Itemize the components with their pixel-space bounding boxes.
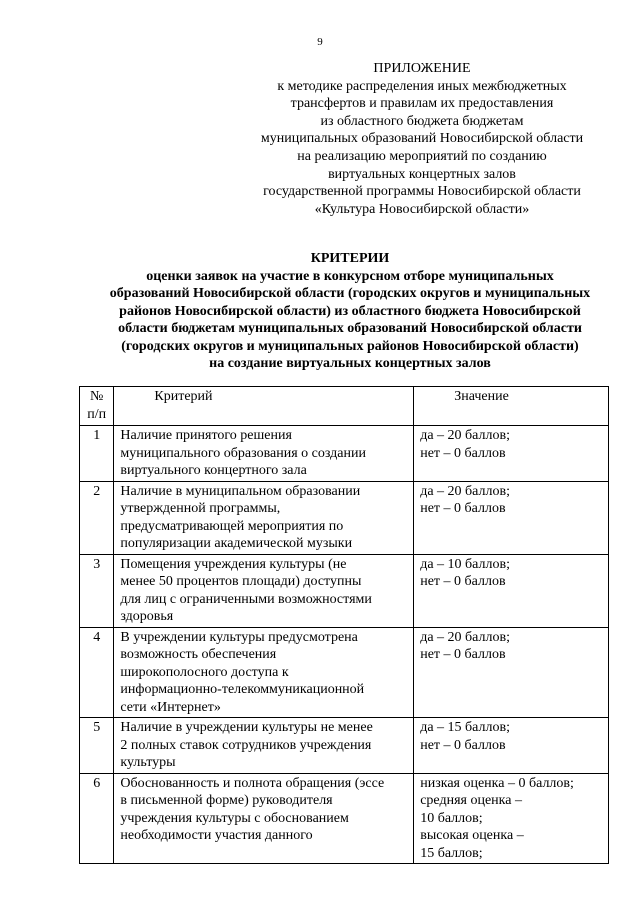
criterion-line: Наличие в учреждении культуры не менее — [120, 720, 373, 735]
row-value — [414, 426, 609, 482]
criterion-line: муниципального образования о создании — [120, 445, 366, 461]
appendix-title: ПРИЛОЖЕНИЕ — [373, 61, 471, 76]
value-line: да – 15 баллов; — [420, 720, 510, 735]
criteria-line: области бюджетам муниципальных образований Новосибирской области — [118, 321, 582, 336]
row-number: 4 — [80, 627, 114, 718]
row-number: 2 — [80, 481, 114, 554]
value-line: 10 баллов; — [420, 810, 483, 826]
criterion-line: сети «Интернет» — [120, 699, 221, 715]
table-row — [80, 481, 609, 554]
criterion-line: для лиц с ограниченными возможностями — [120, 591, 372, 607]
row-criterion — [114, 627, 414, 718]
criterion-line: виртуального концертного зала — [120, 463, 307, 478]
criterion-line: необходимости участия данного — [120, 828, 313, 843]
criterion-line: возможность обеспечения — [120, 647, 277, 662]
row-number: 3 — [80, 554, 114, 627]
page-number: 9 — [317, 36, 323, 48]
value-line: нет – 0 баллов — [420, 737, 506, 753]
criterion-line: популяризации академической музыки — [120, 536, 353, 551]
appendix-line: к методике распределения иных межбюджетных — [277, 78, 567, 94]
table-header-row — [80, 387, 609, 426]
criterion-line: Наличие принятого решения — [120, 428, 292, 443]
row-number: 6 — [80, 773, 114, 864]
row-criterion — [114, 554, 414, 627]
criterion-line: предусматривающей мероприятия по — [120, 518, 344, 534]
appendix-line: на реализацию мероприятий по созданию — [297, 148, 547, 164]
row-value — [414, 481, 609, 554]
row-value — [414, 554, 609, 627]
row-number: 5 — [80, 718, 114, 774]
criterion-line: Помещения учреждения культуры (не — [120, 556, 347, 572]
appendix-line: «Культура Новосибирской области» — [314, 201, 530, 217]
table-row — [80, 554, 609, 627]
criterion-line: В учреждении культуры предусмотрена — [120, 629, 358, 645]
row-criterion — [114, 718, 414, 774]
header-num-line: п/п — [87, 406, 107, 422]
value-line: нет – 0 баллов — [420, 445, 506, 461]
criterion-line: Обоснованность и полнота обращения (эссе — [120, 775, 385, 791]
value-line: высокая оценка – — [420, 828, 524, 843]
header-num-line: № — [90, 389, 104, 404]
criterion-line: утвержденной программы, — [120, 501, 281, 516]
appendix-line: муниципальных образований Новосибирской области — [260, 131, 584, 147]
appendix-line: государственной программы Новосибирской области — [263, 184, 581, 200]
value-line: да – 20 баллов; — [420, 629, 510, 645]
criterion-line: учреждения культуры с обоснованием — [120, 810, 349, 826]
table-row — [80, 627, 609, 718]
criteria-title: КРИТЕРИИ — [310, 251, 390, 266]
criterion-line: в письменной форме) руководителя — [120, 793, 333, 808]
criteria-line: (городских округов и муниципальных районов Новосибирской области) — [121, 338, 579, 354]
value-line: да – 20 баллов; — [420, 428, 510, 443]
criterion-line: информационно-телекоммуникационной — [120, 682, 365, 697]
value-line: нет – 0 баллов — [420, 501, 506, 516]
criteria-heading — [70, 250, 630, 373]
criteria-line: районов Новосибирской области) из областного бюджета Новосибирской — [119, 303, 581, 319]
criterion-line: 2 полных ставок сотрудников учреждения — [120, 737, 372, 753]
row-criterion — [114, 773, 414, 864]
criterion-line: Наличие в муниципальном образовании — [120, 483, 361, 499]
row-criterion — [114, 426, 414, 482]
appendix-line: трансфертов и правилам их предоставления — [290, 96, 554, 112]
criterion-line: широкополосного доступа к — [120, 664, 289, 680]
criteria-line: оценки заявок на участие в конкурсном отборе муниципальных — [146, 268, 554, 284]
value-line: да – 10 баллов; — [420, 556, 510, 572]
criterion-line: менее 50 процентов площади) доступны — [120, 574, 362, 589]
criterion-line: здоровья — [120, 609, 174, 624]
appendix-line: виртуальных концертных залов — [328, 166, 516, 182]
value-line: 15 баллов; — [420, 845, 483, 861]
value-line: да – 20 баллов; — [420, 483, 510, 499]
header-value: Значение — [414, 387, 609, 426]
table-row — [80, 426, 609, 482]
value-line: средняя оценка – — [420, 793, 522, 808]
row-value — [414, 773, 609, 864]
criterion-line: культуры — [120, 755, 176, 770]
header-num — [80, 387, 114, 426]
value-line: нет – 0 баллов — [420, 574, 506, 589]
table-row — [80, 773, 609, 864]
table-row — [80, 718, 609, 774]
criteria-line: на создание виртуальных концертных залов — [209, 356, 491, 371]
row-number: 1 — [80, 426, 114, 482]
row-value — [414, 627, 609, 718]
appendix-header — [232, 60, 612, 218]
criteria-table — [79, 386, 609, 864]
row-value — [414, 718, 609, 774]
header-criterion: Критерий — [114, 387, 414, 426]
row-criterion — [114, 481, 414, 554]
criteria-line: образований Новосибирской области (городских округов и муниципальных — [109, 286, 591, 301]
value-line: нет – 0 баллов — [420, 647, 506, 662]
appendix-line: из областного бюджета бюджетам — [320, 113, 524, 129]
value-line: низкая оценка – 0 баллов; — [420, 775, 574, 791]
